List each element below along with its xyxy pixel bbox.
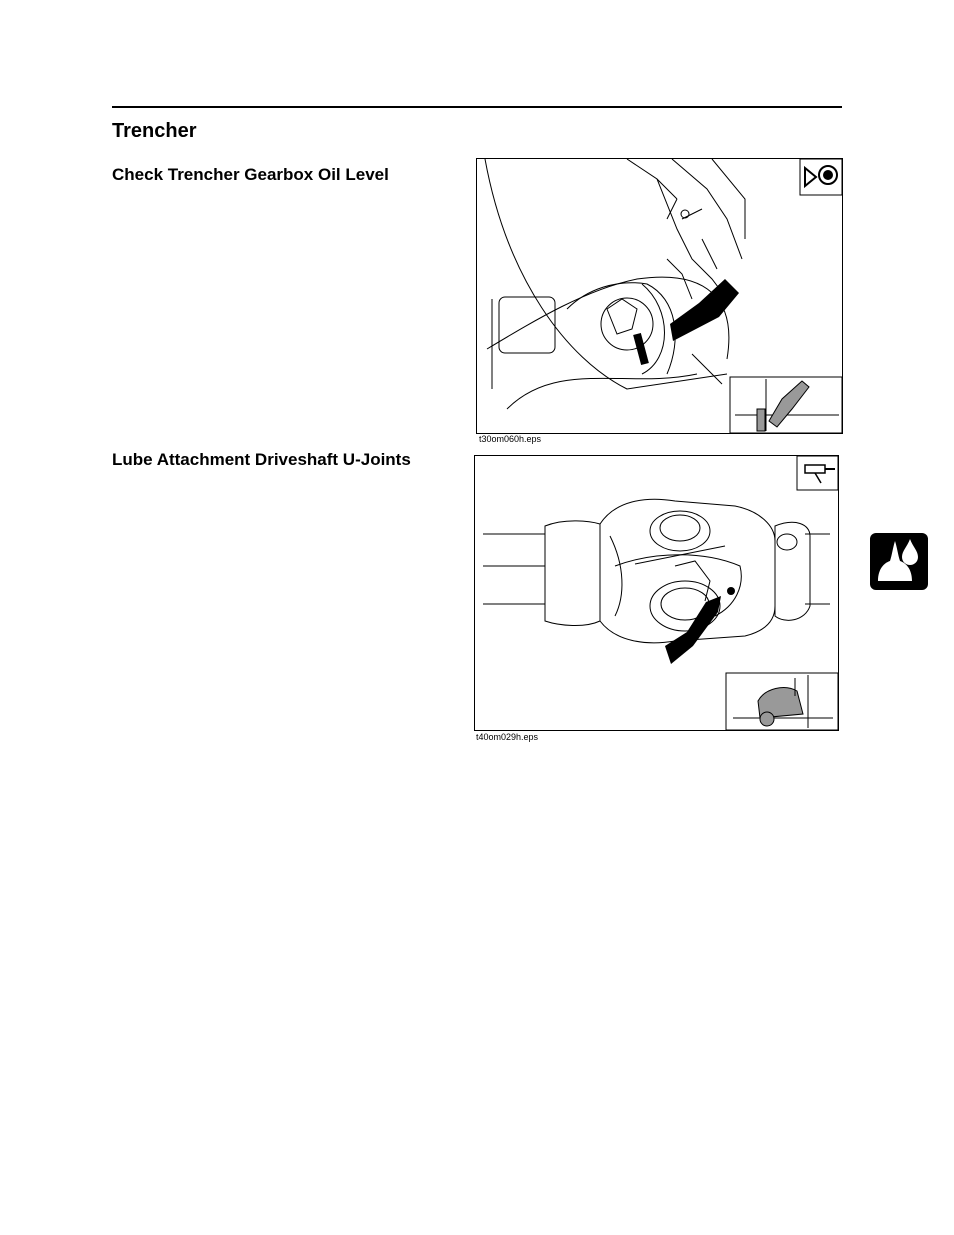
- topic-heading-gearbox-oil: Check Trencher Gearbox Oil Level: [112, 165, 389, 184]
- lubrication-section-tab: [870, 533, 928, 590]
- ujoint-illustration: [475, 456, 838, 730]
- figure-caption: t40om029h.eps: [476, 732, 539, 742]
- ujoint-figure: [474, 455, 839, 731]
- figure-caption: t30om060h.eps: [479, 434, 542, 444]
- machine-locator-inset: [726, 673, 838, 730]
- topic-heading-driveshaft-ujoints: Lube Attachment Driveshaft U-Joints: [112, 450, 411, 469]
- gearbox-oil-check-icon: [800, 159, 842, 195]
- section-title: Trencher: [112, 120, 197, 142]
- gearbox-illustration: [477, 159, 842, 433]
- trencher-locator-inset: [730, 377, 842, 433]
- lubrication-drops-icon: [870, 533, 928, 590]
- header-rule: [112, 106, 842, 108]
- grease-gun-icon: [797, 456, 838, 490]
- gearbox-figure: [476, 158, 843, 434]
